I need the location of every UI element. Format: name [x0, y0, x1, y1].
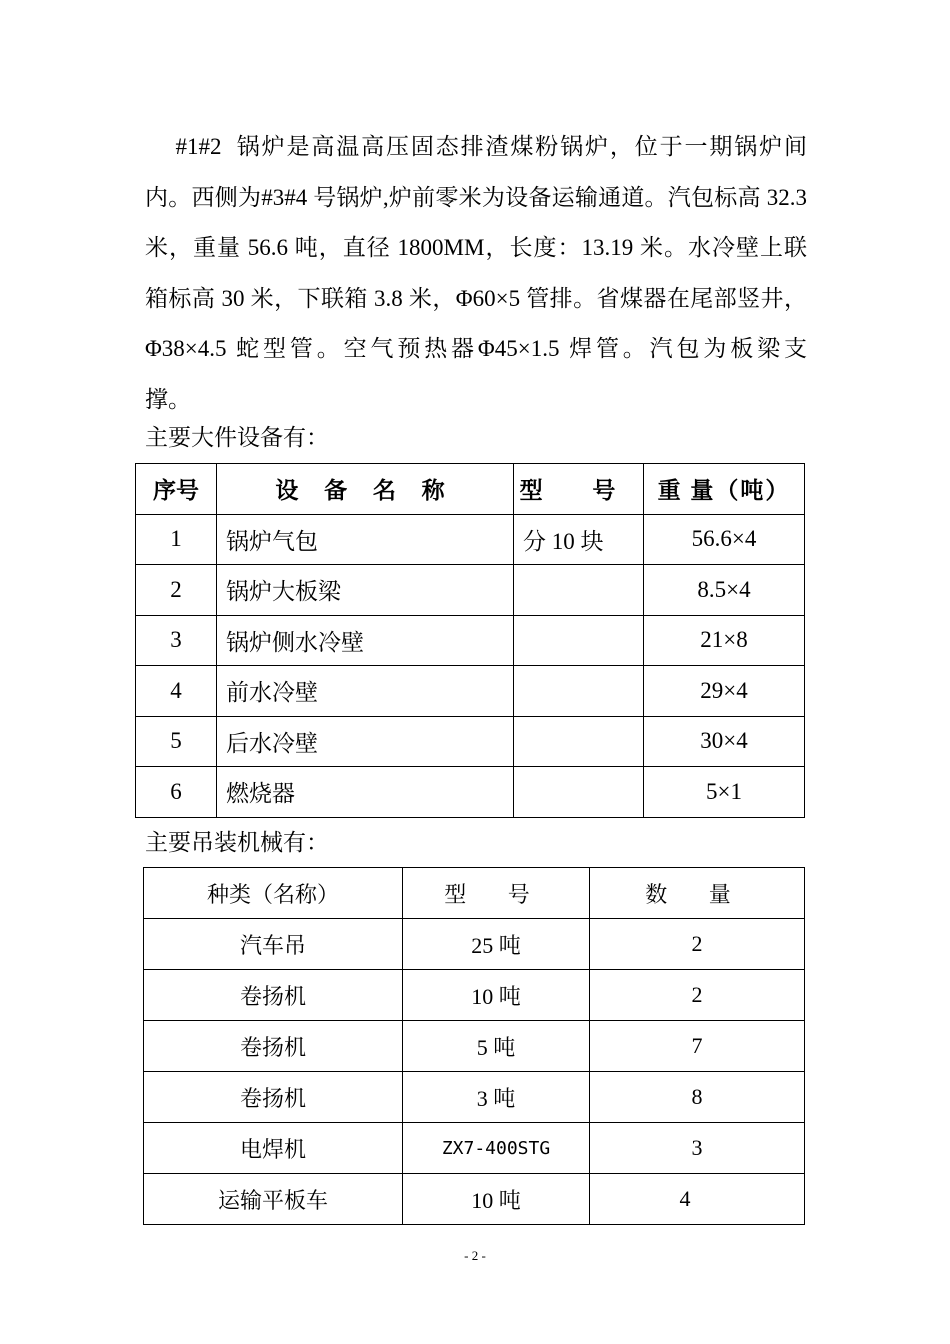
table-row — [144, 919, 805, 970]
paragraph-line: 米，重量 56.6 吨，直径 1800MM，长度：13.19 米。水冷壁上联 — [145, 235, 807, 260]
table-row — [136, 565, 805, 616]
header-cell-no: 序号 — [136, 464, 217, 515]
row-model — [514, 615, 644, 666]
row-model: 5 吨 — [403, 1021, 590, 1072]
table-row — [136, 514, 805, 565]
row-no: 3 — [136, 615, 217, 666]
table-row — [144, 970, 805, 1021]
equipment-table — [135, 463, 805, 818]
row-model: 分 10 块 — [514, 514, 644, 565]
paragraph-line: 内。西侧为#3#4 号锅炉,炉前零米为设备运输通道。汽包标高 32.3 — [145, 184, 807, 210]
row-qty: 8 — [590, 1072, 805, 1123]
row-weight: 5×1 — [644, 767, 805, 818]
row-no: 5 — [136, 716, 217, 767]
equipment-caption: 主要大件设备有： — [145, 425, 329, 450]
intro-paragraph — [145, 122, 807, 425]
header-cell-weight: 重 量（吨） — [644, 464, 805, 515]
table-header-row — [144, 868, 805, 919]
table-row — [144, 1174, 805, 1225]
row-model — [514, 565, 644, 616]
row-name: 燃烧器 — [217, 767, 514, 818]
row-model: 25 吨 — [403, 919, 590, 970]
header-cell-name: 设 备 名 称 — [217, 464, 514, 515]
row-no: 1 — [136, 514, 217, 565]
row-model: 10 吨 — [403, 1174, 590, 1225]
row-kind: 运输平板车 — [144, 1174, 403, 1225]
row-weight: 56.6×4 — [644, 514, 805, 565]
header-cell-qty: 数 量 — [590, 868, 805, 919]
row-kind: 卷扬机 — [144, 1021, 403, 1072]
row-no: 4 — [136, 666, 217, 717]
row-model: 10 吨 — [403, 970, 590, 1021]
row-weight: 29×4 — [644, 666, 805, 717]
machines-caption: 主要吊装机械有： — [145, 830, 329, 855]
row-name: 前水冷壁 — [217, 666, 514, 717]
table-row — [144, 1123, 805, 1174]
paragraph-line: 箱标高 30 米，下联箱 3.8 米，Φ60×5 管排。省煤器在尾部竖井， — [145, 285, 807, 311]
row-qty: 4 — [590, 1174, 805, 1225]
machines-table — [143, 867, 805, 1225]
paragraph-line: Φ38×4.5 蛇型管。空气预热器Φ45×1.5 焊管。汽包为板梁支 — [145, 336, 807, 361]
row-model — [514, 716, 644, 767]
row-model: ZX7-400STG — [403, 1123, 590, 1174]
table-header-row — [136, 464, 805, 515]
row-kind: 卷扬机 — [144, 970, 403, 1021]
table-row — [144, 1021, 805, 1072]
row-weight: 30×4 — [644, 716, 805, 767]
row-name: 锅炉侧水冷壁 — [217, 615, 514, 666]
table-row — [136, 666, 805, 717]
table-row — [136, 615, 805, 666]
row-kind: 卷扬机 — [144, 1072, 403, 1123]
row-no: 2 — [136, 565, 217, 616]
row-model — [514, 767, 644, 818]
table-row — [136, 767, 805, 818]
paragraph-line: #1#2 锅炉是高温高压固态排渣煤粉锅炉，位于一期锅炉间 — [145, 134, 807, 159]
page-number: - 2 - — [464, 1248, 486, 1263]
header-cell-kind: 种类（名称） — [144, 868, 403, 919]
row-kind: 电焊机 — [144, 1123, 403, 1174]
row-no: 6 — [136, 767, 217, 818]
table-row — [144, 1072, 805, 1123]
row-kind: 汽车吊 — [144, 919, 403, 970]
row-qty: 2 — [590, 970, 805, 1021]
row-weight: 21×8 — [644, 615, 805, 666]
row-qty: 3 — [590, 1123, 805, 1174]
table-row — [136, 716, 805, 767]
row-name: 锅炉气包 — [217, 514, 514, 565]
header-cell-model: 型 号 — [403, 868, 590, 919]
row-model — [514, 666, 644, 717]
paragraph-line: 撑。 — [145, 386, 191, 412]
row-weight: 8.5×4 — [644, 565, 805, 616]
row-qty: 2 — [590, 919, 805, 970]
row-model: 3 吨 — [403, 1072, 590, 1123]
row-qty: 7 — [590, 1021, 805, 1072]
row-name: 后水冷壁 — [217, 716, 514, 767]
header-cell-model: 型 号 — [514, 464, 644, 515]
row-name: 锅炉大板梁 — [217, 565, 514, 616]
